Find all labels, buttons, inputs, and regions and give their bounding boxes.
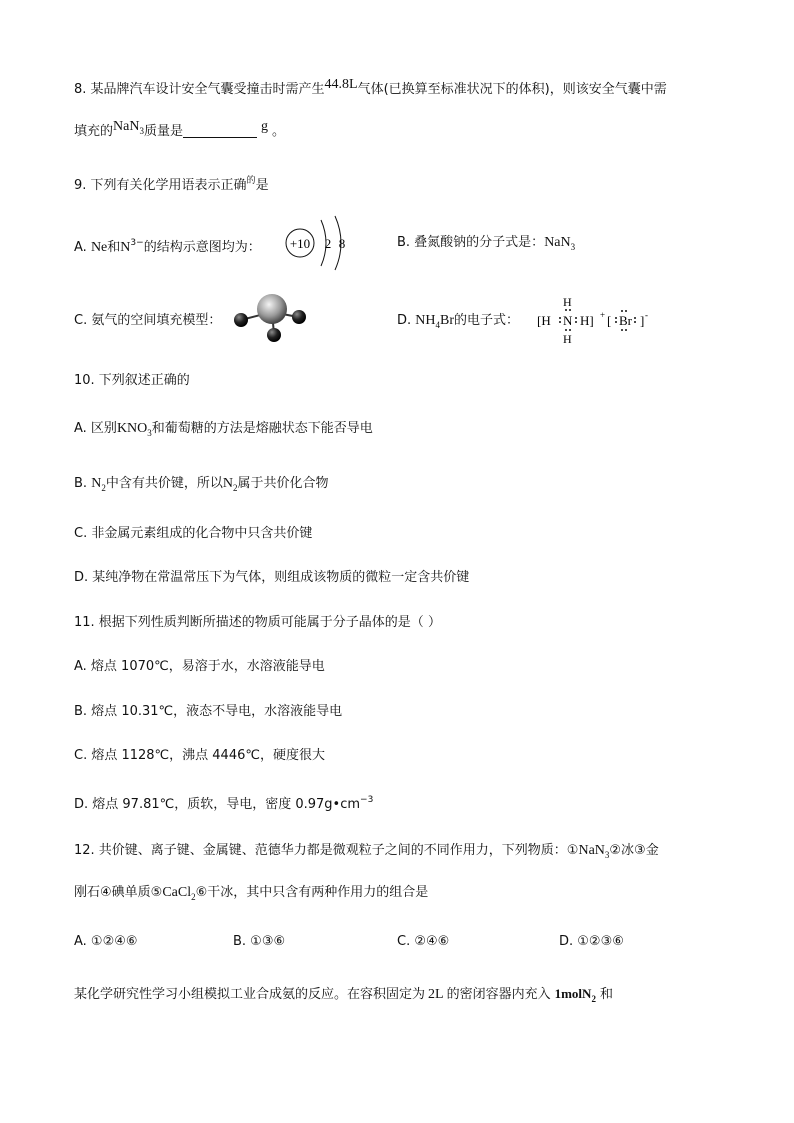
ef-dot bbox=[575, 317, 577, 319]
q9-d-formula-sub: 4 bbox=[435, 320, 441, 330]
ef-right-bracket: ] bbox=[640, 313, 645, 328]
q10-a-text-2: 和葡萄糖的方法是熔融状态下能否导电 bbox=[151, 421, 373, 436]
q12-a-text: A. ①②④⑥ bbox=[74, 934, 138, 949]
q8-volume: 44.8L bbox=[324, 77, 358, 92]
q8-text-2: 气体(已换算至标准状况下的体积)，则该安全气囊中需 bbox=[357, 82, 667, 97]
q11-option-b[interactable] bbox=[74, 703, 342, 721]
q10-b-formula-1-sub: 2 bbox=[101, 483, 106, 493]
q11-d-text: D. 熔点 97.81℃，质软，导电，密度 0.97g•cm bbox=[74, 797, 361, 812]
ef-dot bbox=[625, 310, 627, 312]
hydrogen-atom-1 bbox=[234, 313, 248, 327]
atomic-structure-diagram bbox=[283, 214, 355, 272]
q10-d-text: D. 某纯净物在常温常压下为气体，则组成该物质的微粒一定含共价键 bbox=[74, 570, 470, 585]
q10-option-b[interactable] bbox=[74, 475, 328, 497]
intro-volume: 2L bbox=[428, 987, 444, 1002]
q12-option-a[interactable] bbox=[74, 933, 138, 951]
q9-d-label: D. bbox=[397, 313, 416, 328]
q8-text: 8. 某品牌汽车设计安全气囊受撞击时需产生 bbox=[74, 82, 325, 97]
q12-text-2: ②冰③金 bbox=[609, 843, 659, 858]
ef-left-bracket: [ bbox=[607, 313, 612, 328]
ef-dot bbox=[569, 309, 571, 311]
q12-c-text: C. ②④⑥ bbox=[397, 934, 450, 949]
ammonia-space-filling-model bbox=[228, 290, 312, 346]
q9-option-d[interactable] bbox=[397, 312, 519, 334]
q8-end-mark: 。 bbox=[271, 124, 285, 139]
q9-c-text: C. 氨气的空间填充模型： bbox=[74, 313, 222, 328]
q11-stem bbox=[74, 614, 441, 632]
q12-text: 12. 共价键、离子键、金属键、范德华力都是微观粒子之间的不同作用力，下列物质：① bbox=[74, 843, 579, 858]
q12-line2 bbox=[74, 884, 428, 906]
q10-option-c[interactable] bbox=[74, 525, 312, 543]
ef-dot bbox=[559, 317, 561, 319]
q11-a-text: A. 熔点 1070℃，易溶于水，水溶液能导电 bbox=[74, 659, 325, 674]
ef-dot bbox=[621, 310, 623, 312]
ef-dot bbox=[615, 317, 617, 319]
q8-answer-blank[interactable] bbox=[183, 123, 257, 138]
q12-option-b[interactable] bbox=[233, 933, 285, 951]
q8-unit: g bbox=[260, 119, 268, 134]
ef-dot bbox=[615, 321, 617, 323]
q9-a-label: A. bbox=[74, 240, 91, 255]
shell-2-count: 8 bbox=[338, 236, 346, 251]
q9-a-and: 和 bbox=[107, 240, 121, 255]
q9-d-text: 的电子式： bbox=[454, 313, 520, 328]
ef-n: N bbox=[563, 313, 573, 328]
q12-formula-2: CaCl bbox=[162, 885, 192, 900]
q9-stem-text: 9. 下列有关化学用语表示正确 bbox=[74, 178, 247, 193]
q12-formula-1-sub: 3 bbox=[604, 850, 610, 860]
q9-a-n: N bbox=[120, 240, 131, 255]
ef-dot bbox=[559, 321, 561, 323]
intro-amount-sub: 2 bbox=[591, 994, 596, 1004]
nitrogen-atom bbox=[257, 294, 287, 324]
ef-br: Br bbox=[619, 313, 632, 328]
q12-option-c[interactable] bbox=[397, 933, 449, 951]
q9-stem-mark: 的 bbox=[246, 176, 256, 186]
q12-formula-1: NaN bbox=[578, 843, 605, 858]
hydrogen-atom-2 bbox=[292, 310, 306, 324]
ef-dot bbox=[575, 321, 577, 323]
intro-paragraph bbox=[74, 985, 613, 1008]
intro-text-3: 和 bbox=[599, 987, 613, 1002]
q9-option-a[interactable] bbox=[74, 234, 261, 257]
q9-option-b[interactable] bbox=[397, 234, 575, 256]
q10-stem-text: 10. 下列叙述正确的 bbox=[74, 373, 190, 388]
ef-dot bbox=[565, 329, 567, 331]
q8-formula-sub: 3 bbox=[139, 126, 144, 136]
q12-formula-2-sub: 2 bbox=[191, 892, 196, 902]
q12-d-text: D. ①②③⑥ bbox=[559, 934, 624, 949]
intro-text-2: 的密闭容器内充入 bbox=[446, 987, 551, 1002]
q10-option-a[interactable] bbox=[74, 420, 373, 442]
hydrogen-atom-3 bbox=[267, 328, 281, 342]
ef-minus-charge: - bbox=[645, 310, 648, 320]
q9-d-formula: NH bbox=[415, 313, 436, 328]
q8-line2 bbox=[74, 118, 285, 141]
intro-amount: 1molN bbox=[554, 986, 592, 1001]
q11-option-a[interactable] bbox=[74, 658, 325, 676]
q12-option-d[interactable] bbox=[559, 933, 624, 951]
q9-b-text: B. 叠氮酸钠的分子式是： bbox=[397, 235, 545, 250]
q11-b-text: B. 熔点 10.31℃，液态不导电，水溶液能导电 bbox=[74, 704, 343, 719]
ef-dot bbox=[634, 317, 636, 319]
q10-b-text-2: 属于共价化合物 bbox=[237, 476, 329, 491]
q9-option-c[interactable] bbox=[74, 312, 221, 330]
q10-a-text: A. 区别 bbox=[74, 421, 117, 436]
q9-a-ne: Ne bbox=[90, 240, 108, 255]
q9-b-formula: NaN bbox=[544, 235, 571, 250]
ef-dot bbox=[569, 329, 571, 331]
q10-b-formula-2: N bbox=[222, 476, 233, 491]
q11-d-exponent: −3 bbox=[360, 795, 374, 805]
q9-d-formula-2: Br bbox=[440, 313, 455, 328]
ef-h-top: H bbox=[563, 295, 572, 309]
ef-dot bbox=[565, 309, 567, 311]
shell-1-count: 2 bbox=[324, 236, 332, 251]
q8-text-4: 质量是 bbox=[143, 124, 183, 139]
q10-a-formula-sub: 3 bbox=[147, 428, 152, 438]
ef-h-bottom: H bbox=[563, 332, 572, 346]
q10-b-formula-2-sub: 2 bbox=[232, 483, 238, 493]
q12-text-4: ⑥干冰，其中只含有两种作用力的组合是 bbox=[195, 885, 429, 900]
q9-a-n-charge: 3− bbox=[130, 238, 144, 248]
electron-formula-diagram bbox=[537, 294, 661, 346]
q12-text-3: 刚石④碘单质⑤ bbox=[74, 885, 163, 900]
ef-dot bbox=[625, 329, 627, 331]
q8-text-3: 填充的 bbox=[74, 124, 114, 139]
ef-dot bbox=[621, 329, 623, 331]
ef-left-bracket-h: [H bbox=[537, 313, 551, 328]
q9-stem-end: 是 bbox=[255, 178, 269, 193]
q8-formula: NaN bbox=[113, 119, 140, 134]
nucleus-charge: +10 bbox=[289, 236, 311, 251]
q11-option-d[interactable] bbox=[74, 791, 373, 814]
q9-b-formula-sub: 3 bbox=[570, 242, 576, 252]
ef-dot bbox=[634, 321, 636, 323]
q10-b-label: B. bbox=[74, 476, 92, 491]
q10-a-formula: KNO bbox=[116, 421, 148, 436]
q11-stem-text: 11. 根据下列性质判断所描述的物质可能属于分子晶体的是（ ） bbox=[74, 615, 441, 630]
q9-a-text: 的结构示意图均为： bbox=[143, 240, 261, 255]
q10-b-text: 中含有共价键，所以 bbox=[105, 476, 223, 491]
q12-b-text: B. ①③⑥ bbox=[233, 934, 286, 949]
q12-line1 bbox=[74, 842, 659, 864]
q8-line1 bbox=[74, 76, 667, 99]
q11-c-text: C. 熔点 1128℃，沸点 4446℃，硬度很大 bbox=[74, 748, 325, 763]
intro-text: 某化学研究性学习小组模拟工业合成氨的反应。在容积固定为 bbox=[74, 987, 426, 1002]
q11-option-c[interactable] bbox=[74, 747, 325, 765]
q9-stem bbox=[74, 172, 269, 195]
q10-c-text: C. 非金属元素组成的化合物中只含共价键 bbox=[74, 526, 313, 541]
ef-plus-charge: + bbox=[600, 310, 606, 320]
ef-right-bracket-h: H] bbox=[580, 313, 594, 328]
q10-b-formula-1: N bbox=[91, 476, 102, 491]
q10-option-d[interactable] bbox=[74, 569, 469, 587]
q10-stem bbox=[74, 372, 190, 390]
